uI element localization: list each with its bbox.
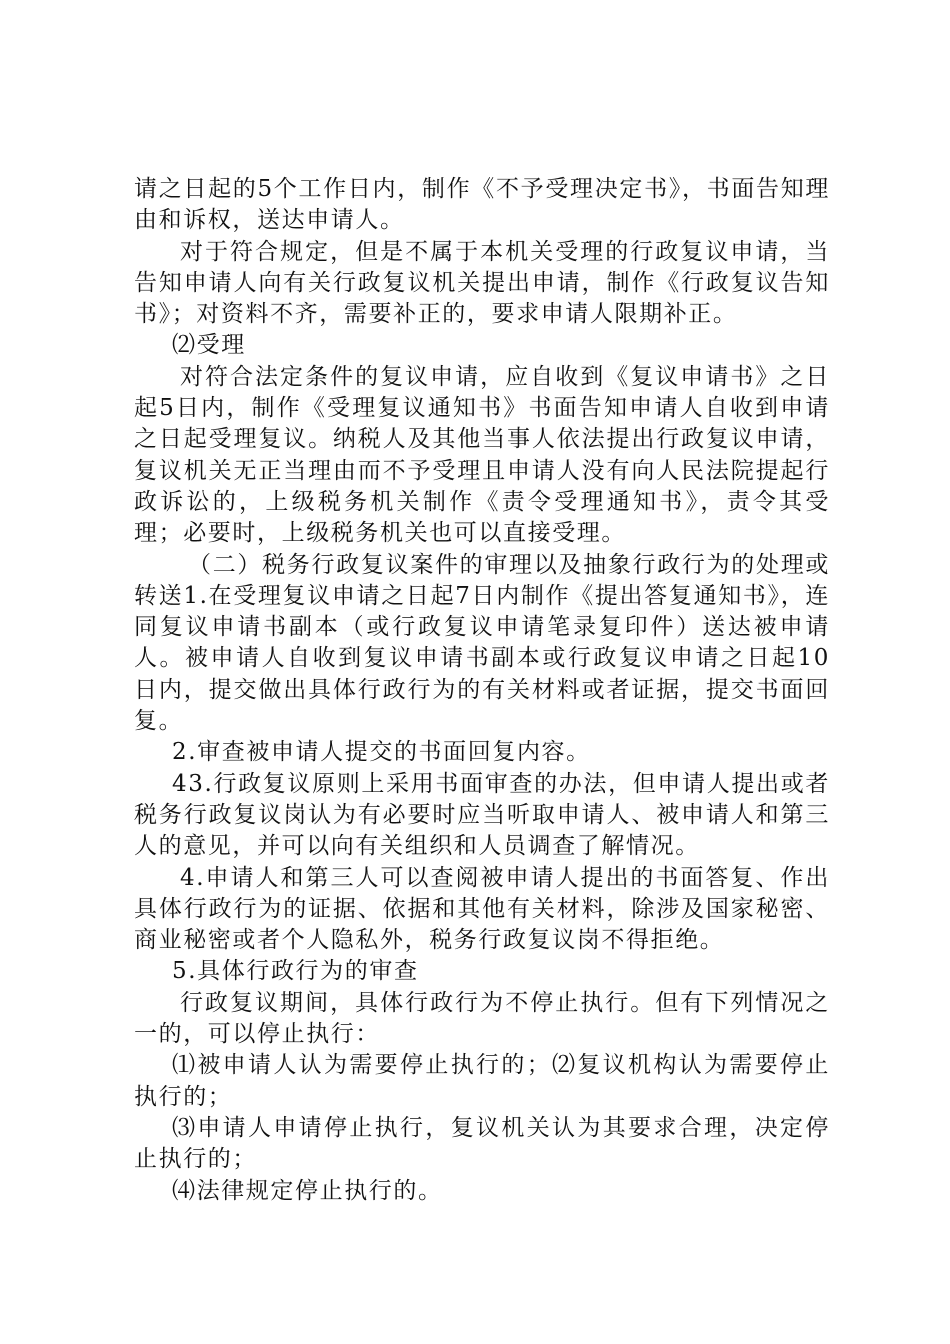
paragraph: 5.具体行政行为的审查 [172, 958, 419, 985]
paragraph: 请之日起的5个工作日内，制作《不予受理决定书》，书面告知理由和诉权，送达申请人。 [134, 176, 830, 234]
paragraph: （二）税务行政复议案件的审理以及抽象行政行为的处理或转送1.在受理复议申请之日起7日内制作《提出答复通知书》，连同复议申请书副本（或行政复议申请笔录复印件）送达被申请人。被申请人自收到复议申请书副本或行政复议申请之日起10日内，提交做出具体行政行为的有关材料或者证据，提交书面回复。 [134, 551, 830, 735]
paragraph: 行政复议期间，具体行政行为不停止执行。但有下列情况之一的，可以停止执行： [134, 989, 830, 1048]
paragraph: 4.申请人和第三人可以查阅被申请人提出的书面答复、作出具体行政行为的证据、依据和其他有关材料，除涉及国家秘密、商业秘密或者个人隐私外，税务行政复议岗不得拒绝。 [134, 864, 830, 954]
paragraph: 对于符合规定，但是不属于本机关受理的行政复议申请，当告知申请人向有关行政复议机关提出申请，制作《行政复议告知书》；对资料不齐，需要补正的，要求申请人限期补正。 [134, 238, 830, 328]
document-body [134, 174, 830, 1207]
paragraph: 43.行政复议原则上采用书面审查的办法，但申请人提出或者税务行政复议岗认为有必要时应当听取申请人、被申请人和第三人的意见，并可以向有关组织和人员调查了解情况。 [134, 770, 830, 860]
paragraph: ⑴被申请人认为需要停止执行的；⑵复议机构认为需要停止执行的； [134, 1052, 830, 1110]
paragraph: 2.审查被申请人提交的书面回复内容。 [172, 739, 591, 766]
paragraph: ⑶申请人申请停止执行，复议机关认为其要求合理，决定停止执行的； [134, 1114, 830, 1173]
paragraph: 对符合法定条件的复议申请，应自收到《复议申请书》之日起5日内，制作《受理复议通知书》书面告知申请人自收到申请之日起受理复议。纳税人及其他当事人依法提出行政复议申请，复议机关无正当理由而不予受理且申请人没有向人民法院提起行政诉讼的，上级税务机关制作《责令受理通知书》，责令其受理；必要时，上级税务机关也可以直接受理。 [134, 363, 830, 547]
paragraph: ⑷法律规定停止执行的。 [172, 1177, 443, 1204]
paragraph: ⑵受理 [172, 332, 246, 359]
